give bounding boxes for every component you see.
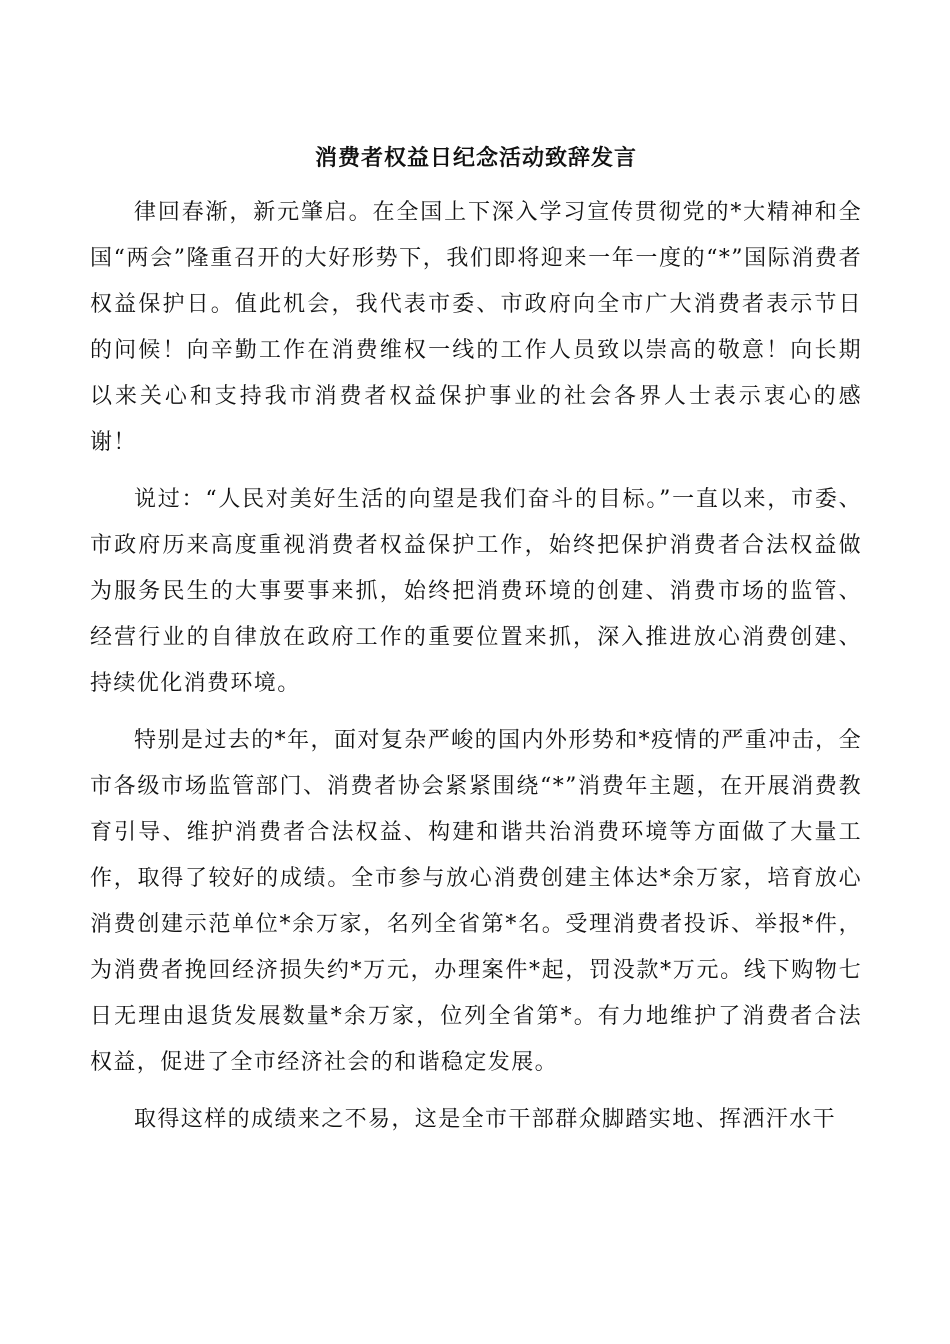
document-title: 消费者权益日纪念活动致辞发言 <box>314 145 637 171</box>
paragraph-1: 律回春渐，新元肇启。在全国上下深入学习宣传贯彻党的*大精神和全国“两会”隆重召开的大好形势下，我们即将迎来一年一度的“*”国际消费者权益保护日。值此机会，我代表市委、市政府向全市广大消费者表示节日的问候！向辛勤工作在消费维权一线的工作人员致以崇高的敬意！向长期以来关心和支持我市消费者权益保护事业的社会各界人士表示衷心的感谢！ <box>90 200 862 455</box>
paragraph-4: 取得这样的成绩来之不易，这是全市干部群众脚踏实地、挥洒汗水干 <box>134 1107 837 1132</box>
paragraph-2: 说过：“人民对美好生活的向望是我们奋斗的目标。”一直以来，市委、市政府历来高度重视消费者权益保护工作，始终把保护消费者合法权益做为服务民生的大事要事来抓，始终把消费环境的创建、消费市场的监管、经营行业的自律放在政府工作的重要位置来抓，深入推进放心消费创建、持续优化消费环境。 <box>90 487 862 696</box>
paragraph-3: 特别是过去的*年，面对复杂严峻的国内外形势和*疫情的严重冲击，全市各级市场监管部门、消费者协会紧紧围绕“*”消费年主题，在开展消费教育引导、维护消费者合法权益、构建和谐共治消费环境等方面做了大量工作，取得了较好的成绩。全市参与放心消费创建主体达*余万家，培育放心消费创建示范单位*余万家，名列全省第*名。受理消费者投诉、举报*件，为消费者挽回经济损失约*万元，办理案件*起，罚没款*万元。线下购物七日无理由退货发展数量*余万家，位列全省第*。有力地维护了消费者合法权益，促进了全市经济社会的和谐稳定发展。 <box>90 728 862 1075</box>
document-body <box>90 190 862 1154</box>
